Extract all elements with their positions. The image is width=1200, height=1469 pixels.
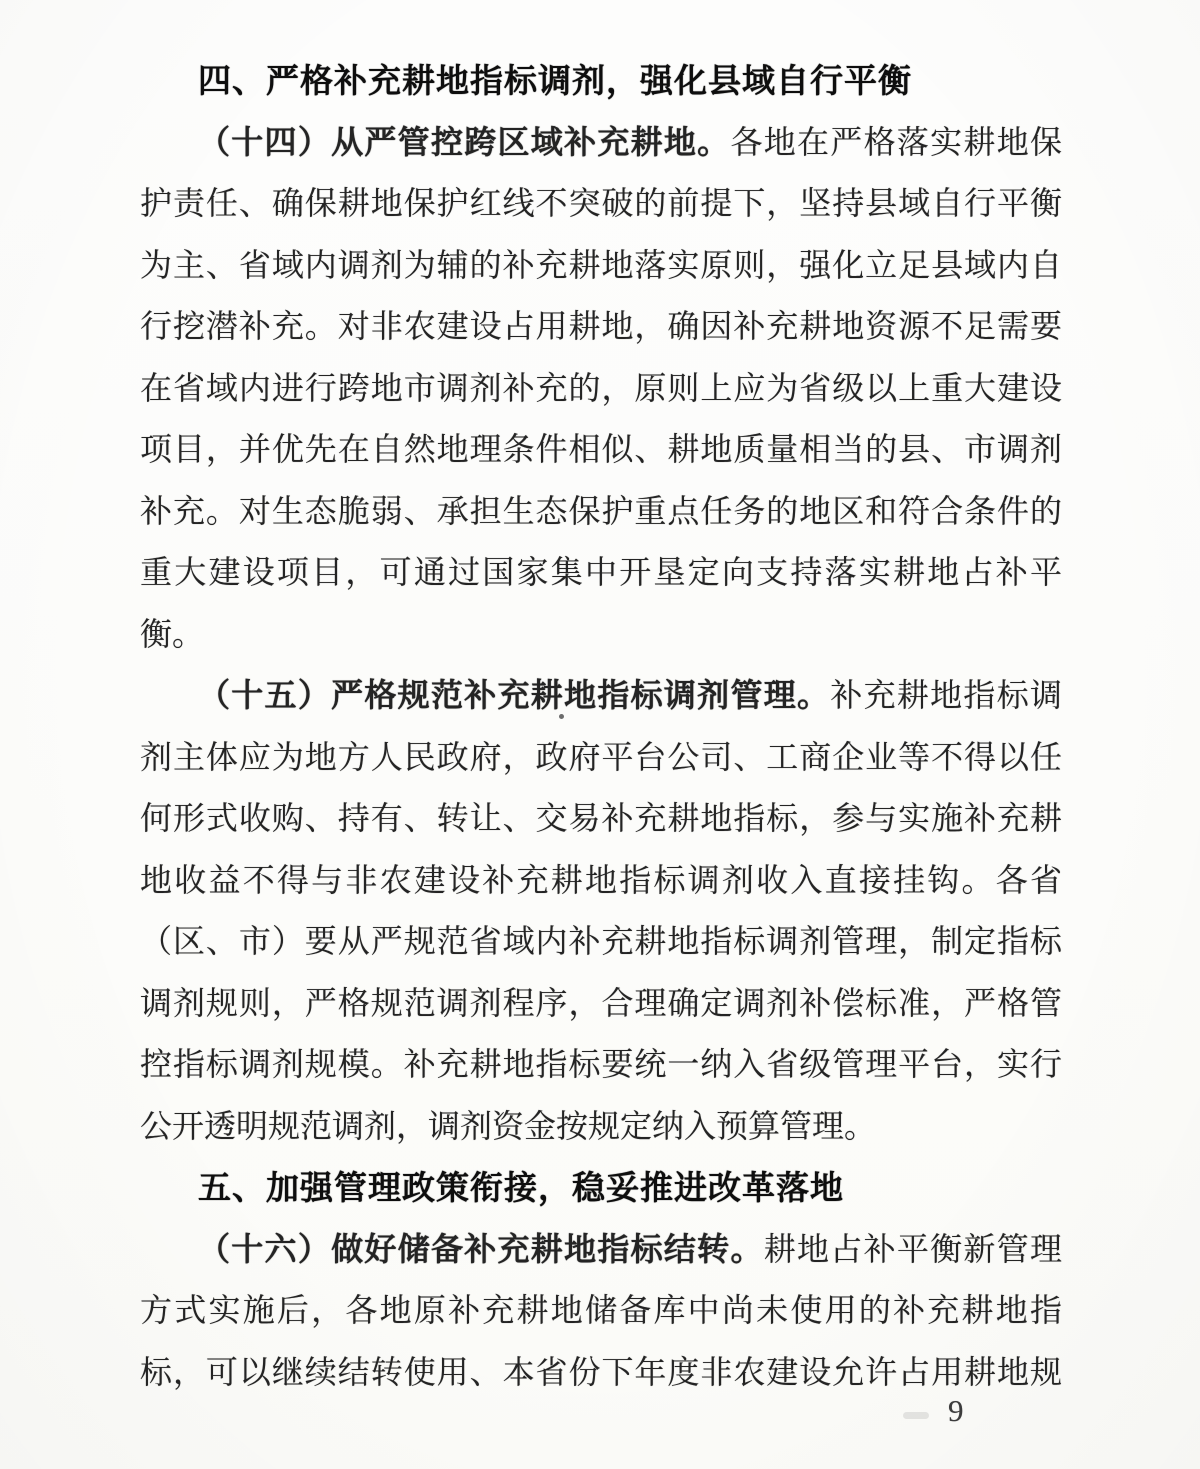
text-line xyxy=(140,481,1062,543)
body-text: 为主、省域内调剂为辅的补充耕地落实原则，强化立足县域内自 xyxy=(140,246,1062,283)
text-line xyxy=(140,235,1062,297)
body-text: 重大建设项目，可通过国家集中开垦定向支持落实耕地占补平 xyxy=(140,554,1062,590)
body-text: 补充耕地指标调 xyxy=(830,677,1062,713)
page-number: 9 xyxy=(948,1393,964,1428)
text-line xyxy=(140,1219,1062,1281)
body-text: 剂主体应为地方人民政府，政府平台公司、工商企业等不得以任 xyxy=(140,738,1062,775)
text-line xyxy=(140,1096,1062,1158)
text-line xyxy=(140,419,1062,481)
text-line xyxy=(140,1342,1062,1404)
text-line xyxy=(140,973,1062,1035)
body-text: 耕地占补平衡新管理 xyxy=(763,1230,1062,1267)
emphasis-text: （十四）从严管控跨区域补充耕地。 xyxy=(198,123,731,160)
body-text: 方式实施后，各地原补充耕地储备库中尚未使用的补充耕地指 xyxy=(140,1292,1062,1328)
section-heading xyxy=(140,50,1062,112)
emphasis-text: （十五）严格规范补充耕地指标调剂管理。 xyxy=(198,677,831,713)
text-block xyxy=(140,50,1062,1403)
emphasis-text: 四、严格补充耕地指标调剂，强化县域自行平衡 xyxy=(198,62,912,99)
text-line xyxy=(140,1280,1062,1342)
body-text: 调剂规则，严格规范调剂程序，合理确定调剂补偿标准，严格管 xyxy=(140,984,1062,1021)
text-line xyxy=(140,1034,1062,1096)
section-heading xyxy=(140,1157,1062,1219)
text-line xyxy=(140,112,1062,174)
body-text: 各地在严格落实耕地保 xyxy=(730,123,1062,160)
body-text: 标，可以继续结转使用、本省份下年度非农建设允许占用耕地规 xyxy=(140,1353,1062,1390)
text-line xyxy=(140,788,1062,850)
text-line xyxy=(140,911,1062,973)
text-line xyxy=(140,727,1062,789)
body-text: 在省域内进行跨地市调剂补充的，原则上应为省级以上重大建设 xyxy=(140,369,1062,406)
text-line xyxy=(140,665,1062,727)
body-text: 行挖潜补充。对非农建设占用耕地，确因补充耕地资源不足需要 xyxy=(140,308,1062,344)
body-text: 项目，并优先在自然地理条件相似、耕地质量相当的县、市调剂 xyxy=(140,431,1062,467)
body-text: （区、市）要从严规范省域内补充耕地指标调剂管理，制定指标 xyxy=(140,923,1062,959)
body-text: 衡。 xyxy=(140,615,205,652)
scan-artifact-smudge xyxy=(903,1412,929,1419)
text-line xyxy=(140,173,1062,235)
body-text: 控指标调剂规模。补充耕地指标要统一纳入省级管理平台，实行 xyxy=(140,1046,1062,1082)
scan-artifact-dot xyxy=(559,714,564,719)
emphasis-text: 五、加强管理政策衔接，稳妥推进改革落地 xyxy=(198,1169,844,1206)
text-line xyxy=(140,604,1062,666)
body-text: 公开透明规范调剂，调剂资金按规定纳入预算管理。 xyxy=(140,1107,877,1144)
body-text: 地收益不得与非农建设补充耕地指标调剂收入直接挂钩。各省 xyxy=(140,861,1062,898)
text-line xyxy=(140,358,1062,420)
body-text: 何形式收购、持有、转让、交易补充耕地指标，参与实施补充耕 xyxy=(140,800,1062,836)
text-line xyxy=(140,542,1062,604)
body-text: 护责任、确保耕地保护红线不突破的前提下，坚持县域自行平衡 xyxy=(140,185,1062,221)
body-text: 补充。对生态脆弱、承担生态保护重点任务的地区和符合条件的 xyxy=(140,492,1062,529)
text-line xyxy=(140,296,1062,358)
emphasis-text: （十六）做好储备补充耕地指标结转。 xyxy=(198,1230,764,1267)
text-line xyxy=(140,850,1062,912)
